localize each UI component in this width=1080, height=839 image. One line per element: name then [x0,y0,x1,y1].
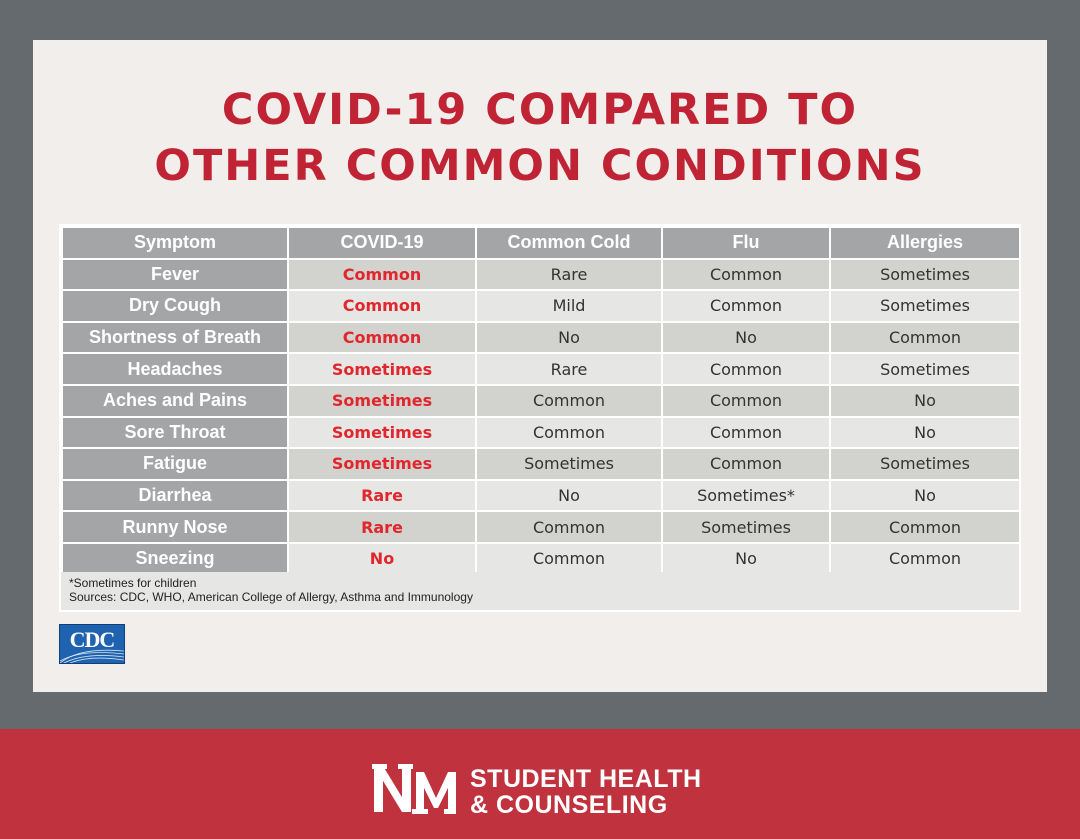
allergies-cell: Common [831,323,1019,353]
cold-cell: Rare [477,260,661,290]
symptom-cell: Runny Nose [63,512,287,542]
covid-cell: Rare [289,481,475,511]
allergies-cell: No [831,481,1019,511]
covid-cell: No [289,544,475,574]
table-row [63,354,1019,384]
header-covid: COVID-19 [289,228,475,258]
table-row [63,512,1019,542]
table-row [63,291,1019,321]
comparison-table-container [59,224,1021,612]
header-flu: Flu [663,228,829,258]
page-title [33,82,1047,194]
header-common-cold: Common Cold [477,228,661,258]
table-row [63,386,1019,416]
cold-cell: No [477,323,661,353]
header-allergies: Allergies [831,228,1019,258]
symptom-cell: Dry Cough [63,291,287,321]
allergies-cell: No [831,386,1019,416]
flu-cell: No [663,323,829,353]
flu-cell: Common [663,291,829,321]
covid-cell: Rare [289,512,475,542]
symptom-cell: Fever [63,260,287,290]
cdc-logo-text: CDC [69,627,115,652]
symptom-cell: Sneezing [63,544,287,574]
symptom-cell: Headaches [63,354,287,384]
symptom-cell: Sore Throat [63,418,287,448]
covid-cell: Common [289,291,475,321]
table-row [63,544,1019,574]
table-row [63,481,1019,511]
flu-cell: Sometimes [663,512,829,542]
allergies-cell: No [831,418,1019,448]
allergies-cell: Common [831,544,1019,574]
allergies-cell: Sometimes [831,449,1019,479]
covid-cell: Sometimes [289,449,475,479]
header-symptom: Symptom [63,228,287,258]
symptom-cell: Fatigue [63,449,287,479]
allergies-cell: Sometimes [831,260,1019,290]
cold-cell: No [477,481,661,511]
covid-cell: Sometimes [289,354,475,384]
covid-cell: Common [289,260,475,290]
flu-cell: Common [663,260,829,290]
flu-cell: Common [663,449,829,479]
cold-cell: Common [477,512,661,542]
unm-logo-icon [372,764,456,814]
sources-text: Sources: CDC, WHO, American College of Allergy, Asthma and Immunology [69,590,473,604]
cold-cell: Common [477,544,661,574]
allergies-cell: Sometimes [831,291,1019,321]
covid-cell: Common [289,323,475,353]
symptom-cell: Diarrhea [63,481,287,511]
table-row [63,418,1019,448]
cold-cell: Sometimes [477,449,661,479]
flu-cell: No [663,544,829,574]
title-line-1: COVID-19 COMPARED TO [221,85,859,135]
table-header-row [63,228,1019,258]
flu-cell: Common [663,386,829,416]
flu-cell: Common [663,418,829,448]
infographic-card [33,40,1047,692]
footer-title [470,766,702,818]
cold-cell: Common [477,386,661,416]
title-line-2: OTHER COMMON CONDITIONS [154,141,926,191]
cold-cell: Mild [477,291,661,321]
footnote-text: *Sometimes for children [69,576,197,590]
allergies-cell: Sometimes [831,354,1019,384]
cold-cell: Rare [477,354,661,384]
table-row [63,449,1019,479]
symptom-cell: Aches and Pains [63,386,287,416]
allergies-cell: Common [831,512,1019,542]
table-row [63,323,1019,353]
footer-line-1: STUDENT HEALTH [470,765,702,793]
table-row [63,260,1019,290]
flu-cell: Sometimes* [663,481,829,511]
comparison-table [61,226,1021,576]
covid-cell: Sometimes [289,418,475,448]
symptom-cell: Shortness of Breath [63,323,287,353]
flu-cell: Common [663,354,829,384]
cold-cell: Common [477,418,661,448]
footer-banner [0,729,1080,839]
cdc-logo [59,624,125,664]
footer-line-2: & COUNSELING [470,791,668,819]
table-notes [61,572,1019,610]
covid-cell: Sometimes [289,386,475,416]
